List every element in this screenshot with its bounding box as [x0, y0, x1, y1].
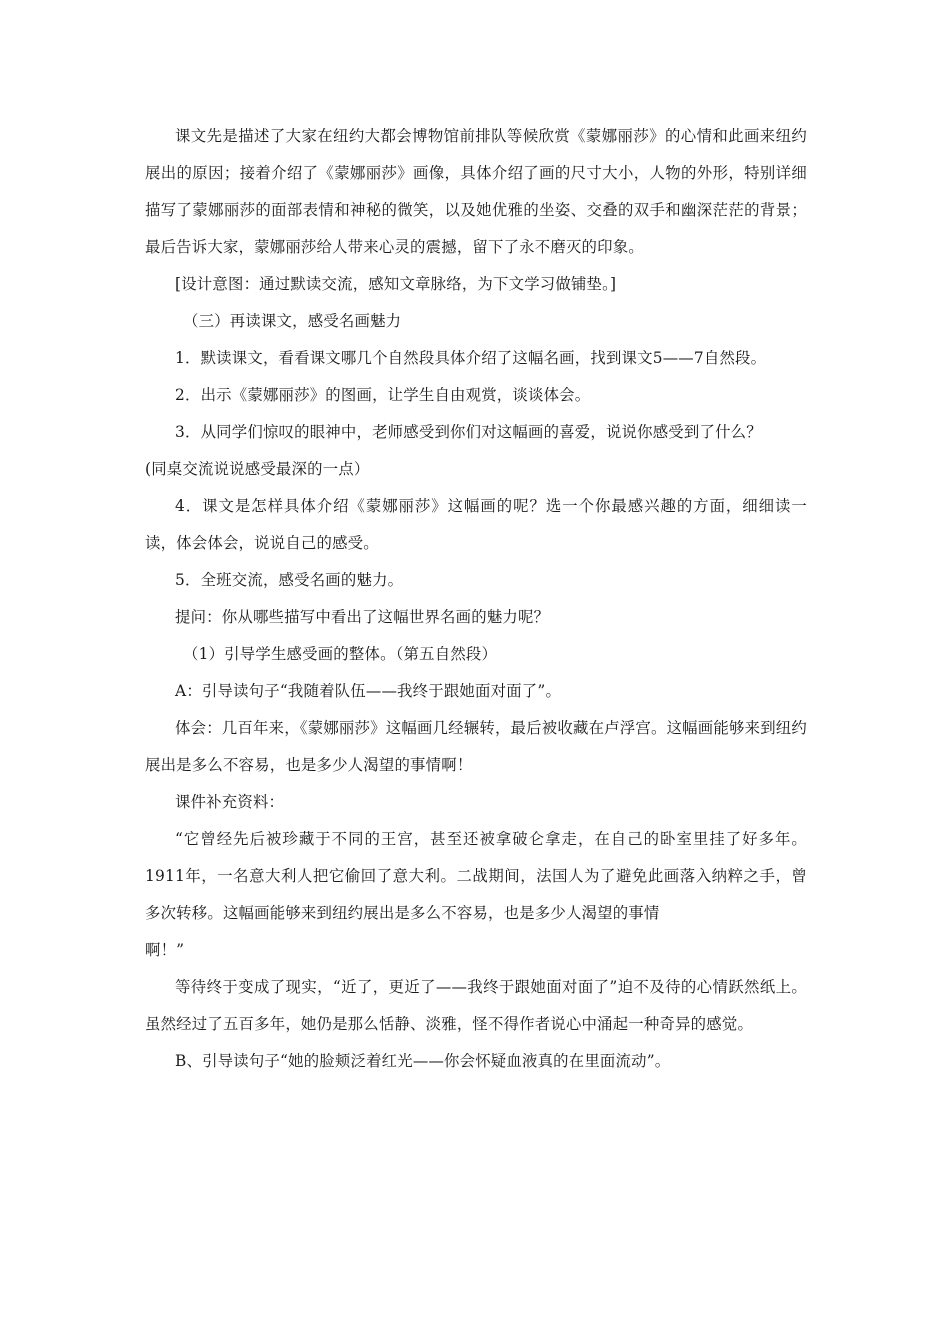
- paragraph-step-5: 5．全班交流，感受名画的魅力。: [175, 571, 404, 589]
- paragraph-experience: 体会：几百年来，《蒙娜丽莎》这幅画几经辗转，最后被收藏在卢浮宫。这幅画能够来到纽约展出是多么不容易，也是多少人渴望的事情啊！: [145, 719, 807, 774]
- paragraph-text-summary: 课文先是描述了大家在纽约大都会博物馆前排队等候欣赏《蒙娜丽莎》的心情和此画来纽约展出的原因；接着介绍了《蒙娜丽莎》画像，具体介绍了画的尺寸大小，人物的外形，特别详细描写了蒙娜丽莎的面部表情和神秘的微笑，以及她优雅的坐姿、交叠的双手和幽深茫茫的背景；最后告诉大家，蒙娜丽莎给人带来心灵的震撼，留下了永不磨灭的印象。: [145, 127, 807, 256]
- paragraph-step-3-note: (同桌交流说说感受最深的一点）: [145, 460, 370, 478]
- paragraph-supplement-title: 课件补充资料：: [175, 793, 285, 811]
- paragraph-design-intent: [设计意图：通过默读交流，感知文章脉络，为下文学习做铺垫。]: [175, 275, 617, 293]
- paragraph-question: 提问：你从哪些描写中看出了这幅世界名画的魅力呢？: [175, 608, 550, 626]
- section-heading-reread: （三）再读课文，感受名画魅力: [183, 312, 402, 330]
- paragraph-sub-1: （1）引导学生感受画的整体。（第五自然段）: [183, 645, 498, 663]
- paragraph-step-1: 1．默读课文，看看课文哪几个自然段具体介绍了这幅名画，找到课文5——7自然段。: [175, 349, 767, 367]
- paragraph-sentence-b: B、引导读句子“她的脸颊泛着红光——你会怀疑血液真的在里面流动”。: [175, 1052, 671, 1070]
- paragraph-step-4: 4．课文是怎样具体介绍《蒙娜丽莎》这幅画的呢？选一个你最感兴趣的方面，细细读一读，体会体会，说说自己的感受。: [145, 497, 807, 552]
- document-page: [145, 118, 807, 1080]
- paragraph-sentence-a: A：引导读句子“我随着队伍——我终于跟她面对面了”。: [175, 682, 562, 700]
- paragraph-step-3: 3．从同学们惊叹的眼神中，老师感受到你们对这幅画的喜爱，说说你感受到了什么？: [175, 423, 762, 441]
- paragraph-step-2: 2．出示《蒙娜丽莎》的图画，让学生自由观赏，谈谈体会。: [175, 386, 591, 404]
- paragraph-supplement-quote-end: 啊！”: [145, 941, 185, 959]
- paragraph-supplement-quote: “它曾经先后被珍藏于不同的王宫，甚至还被拿破仑拿走，在自己的卧室里挂了好多年。1911年，一名意大利人把它偷回了意大利。二战期间，法国人为了避免此画落入纳粹之手，曾多次转移。这幅画能够来到纽约展出是多么不容易，也是多少人渴望的事情: [145, 830, 807, 922]
- paragraph-waiting: 等待终于变成了现实，“近了，更近了——我终于跟她面对面了”迫不及待的心情跃然纸上。虽然经过了五百多年，她仍是那么恬静、淡雅，怪不得作者说心中涌起一种奇异的感觉。: [145, 978, 807, 1033]
